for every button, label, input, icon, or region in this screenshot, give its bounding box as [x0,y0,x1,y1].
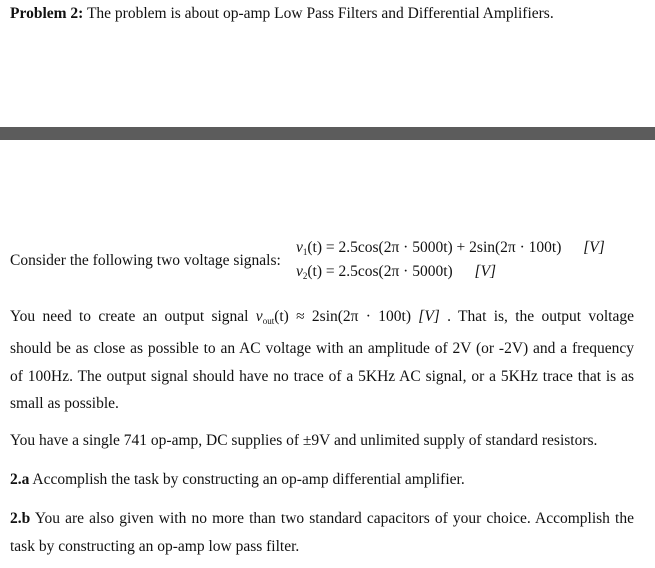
v1-expression: (t) = 2.5cos(2π · 5000t) + 2sin(2π · 100t) [307,239,562,256]
part-b-text: You are also given with no more than two standard capacitors of your choice. Accomplish the [34,510,634,527]
equation-v1 [296,238,605,259]
vout-subscript: out [262,316,275,326]
task-line-3: of 100Hz. The output signal should have no trace of a 5KHz AC signal, or a 5KHz trace that is as [10,368,634,385]
part-b-label: 2.b [10,510,31,527]
equation-v2 [296,262,496,283]
task-suffix: . That is, the output voltage [447,308,634,325]
section-divider [0,127,655,140]
v1-unit: [V] [583,239,605,256]
v2-unit: [V] [474,263,497,280]
v1-symbol: v [296,239,303,256]
part-a-text: Accomplish the task by constructing an op-amp differential amplifier. [32,471,465,488]
problem-heading [10,4,554,24]
part-a [10,470,465,490]
part-b-line-1 [10,509,634,529]
signals-intro: Consider the following two voltage signals: [10,252,281,269]
task-prefix: You need to create an output signal [10,308,249,325]
task-line-2: should be as close as possible to an AC voltage with an amplitude of 2V (or -2V) and a frequency [10,340,634,357]
part-b-line-2: task by constructing an op-amp low pass filter. [10,538,300,555]
v2-symbol: v [296,263,303,280]
vout-unit: [V] [418,308,440,325]
vout-symbol: v [255,308,263,325]
v2-subscript: 2 [302,271,308,281]
part-a-label: 2.a [10,471,30,488]
problem-number: Problem 2: [10,5,84,22]
resources-text: You have a single 741 op-amp, DC supplies of ±9V and unlimited supply of standard resistors. [10,432,598,449]
v2-expression: (t) = 2.5cos(2π · 5000t) [307,263,453,280]
problem-title: The problem is about op-amp Low Pass Filters and Differential Amplifiers. [86,5,554,22]
task-line-1 [10,307,634,328]
vout-expression: (t) ≈ 2sin(2π · 100t) [274,308,411,325]
v1-subscript: 1 [302,247,308,257]
task-line-4: small as possible. [10,395,119,412]
